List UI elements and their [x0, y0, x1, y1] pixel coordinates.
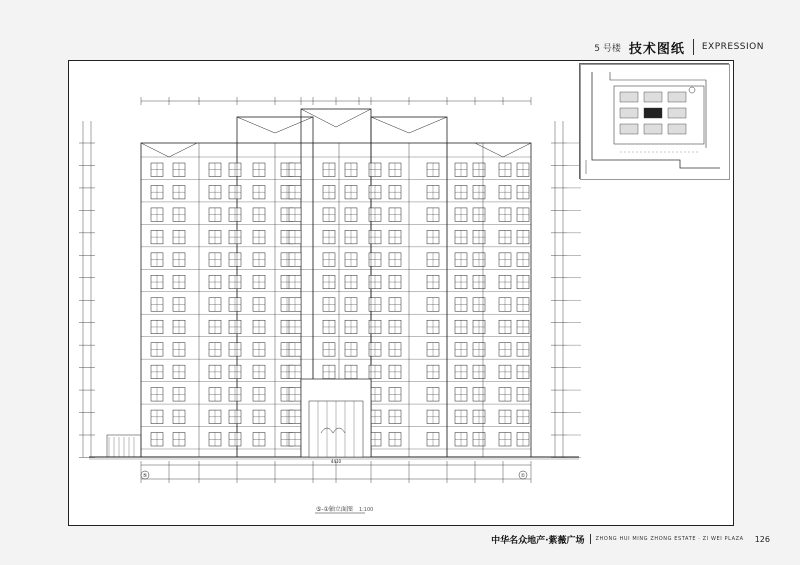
caption-scale: 1:100: [358, 507, 374, 513]
header-divider: [693, 39, 694, 55]
site-key-plan: [579, 63, 729, 179]
total-width-label: 4410: [330, 459, 342, 464]
footer-english: ZHONG HUI MING ZHONG ESTATE · ZI WEI PLAZA: [595, 536, 744, 542]
roof-chevron: [371, 117, 447, 133]
building-label: 5 号楼: [594, 43, 621, 54]
grid-label-left: ⑤: [142, 473, 148, 479]
page-title: 技术图纸: [628, 41, 685, 57]
caption-title: ⑤-①轴立面图: [316, 506, 353, 513]
page-footer: [491, 531, 770, 547]
roof-chevron: [301, 109, 371, 127]
drawing-caption: [316, 504, 373, 513]
roof-chevron: [141, 143, 197, 157]
drawing-frame: [68, 60, 734, 526]
footer-divider: [590, 534, 591, 544]
roof-chevron: [475, 143, 531, 157]
page-header: [594, 38, 764, 56]
grid-label-right: ①: [520, 473, 526, 479]
section-label: EXPRESSION: [701, 42, 764, 52]
key-plan-drawing: [580, 64, 730, 180]
footer-brand: 中华名众地产·紫薇广场: [491, 535, 585, 546]
roof-chevron: [237, 117, 313, 133]
page-number: 126: [754, 534, 770, 544]
